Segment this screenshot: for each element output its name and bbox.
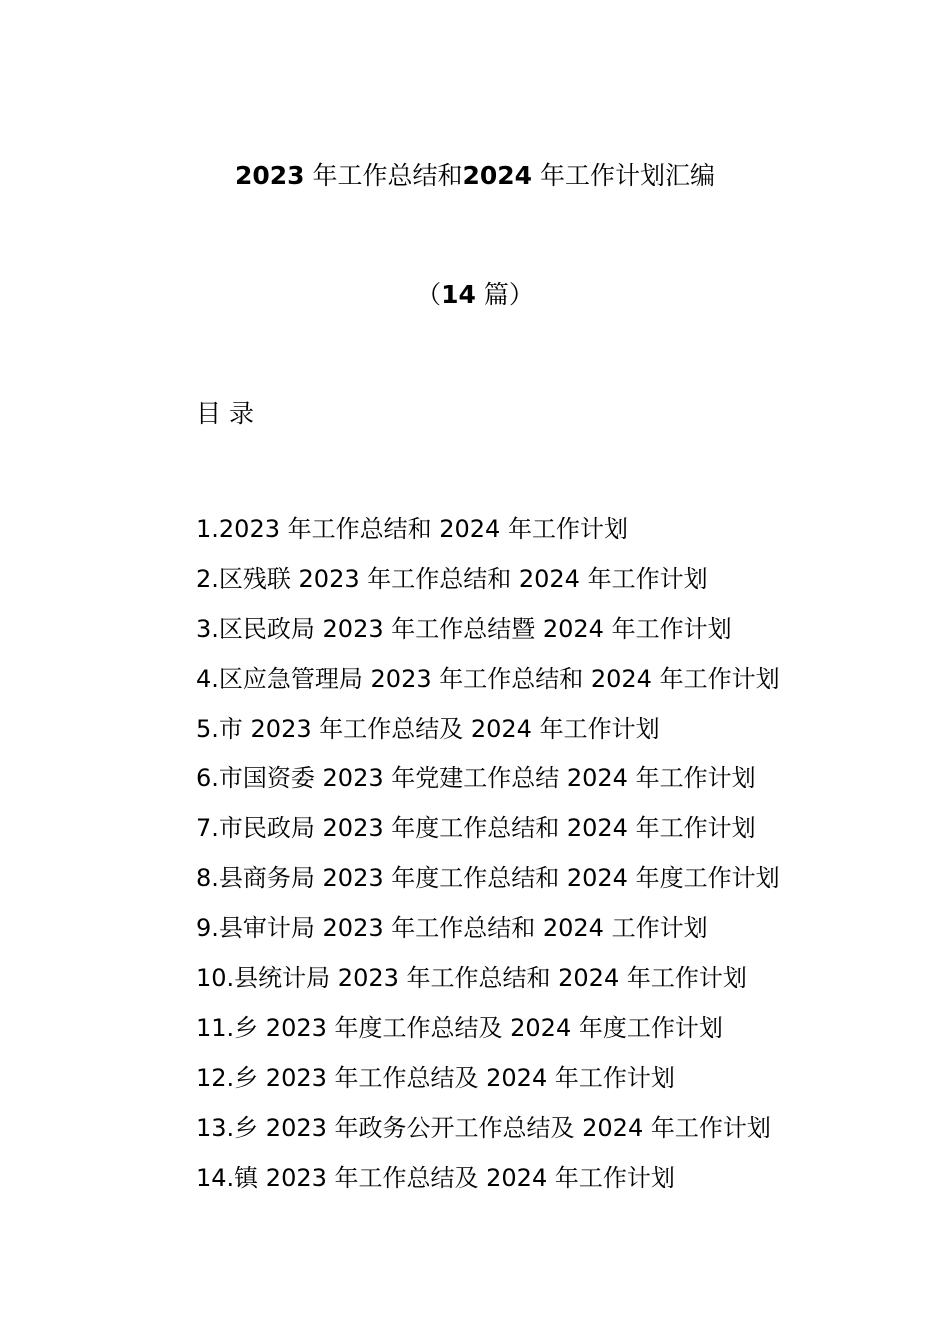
toc-item-13: 13.乡 2023 年政务公开工作总结及 2024 年工作计划 — [196, 1113, 771, 1142]
toc-item-11: 11.乡 2023 年度工作总结及 2024 年度工作计划 — [196, 1013, 723, 1042]
document-title — [0, 158, 950, 194]
title-year-2024: 2024 — [462, 161, 533, 190]
subtitle-close-paren: ） — [508, 280, 534, 309]
toc-item-5: 5.市 2023 年工作总结及 2024 年工作计划 — [196, 714, 660, 743]
toc-item-1: 1.2023 年工作总结和 2024 年工作计划 — [196, 515, 628, 543]
subtitle-unit: 篇 — [483, 280, 509, 309]
toc-item-2: 2.区残联 2023 年工作总结和 2024 年工作计划 — [196, 564, 708, 593]
title-year-2023: 2023 — [234, 161, 305, 190]
subtitle-open-paren: （ — [416, 280, 442, 309]
toc-item-14: 14.镇 2023 年工作总结及 2024 年工作计划 — [196, 1163, 675, 1192]
toc-item-9: 9.县审计局 2023 年工作总结和 2024 工作计划 — [196, 914, 708, 943]
table-of-contents — [196, 511, 780, 1209]
document-subtitle — [0, 277, 950, 313]
toc-item-4: 4.区应急管理局 2023 年工作总结和 2024 年工作计划 — [196, 664, 780, 693]
toc-item-12: 12.乡 2023 年工作总结及 2024 年工作计划 — [196, 1063, 675, 1092]
subtitle-count: 14 — [441, 280, 476, 309]
toc-item-6: 6.市国资委 2023 年党建工作总结 2024 年工作计划 — [196, 764, 756, 793]
toc-item-10: 10.县统计局 2023 年工作总结和 2024 年工作计划 — [196, 964, 747, 993]
toc-item-3: 3.区民政局 2023 年工作总结暨 2024 年工作计划 — [196, 614, 732, 643]
title-text-part1: 年工作总结和 — [312, 161, 463, 190]
toc-heading: 目 录 — [196, 399, 254, 428]
title-text-part2: 年工作计划汇编 — [540, 161, 716, 190]
toc-item-8: 8.县商务局 2023 年度工作总结和 2024 年度工作计划 — [196, 864, 780, 893]
toc-item-7: 7.市民政局 2023 年度工作总结和 2024 年工作计划 — [196, 814, 756, 843]
